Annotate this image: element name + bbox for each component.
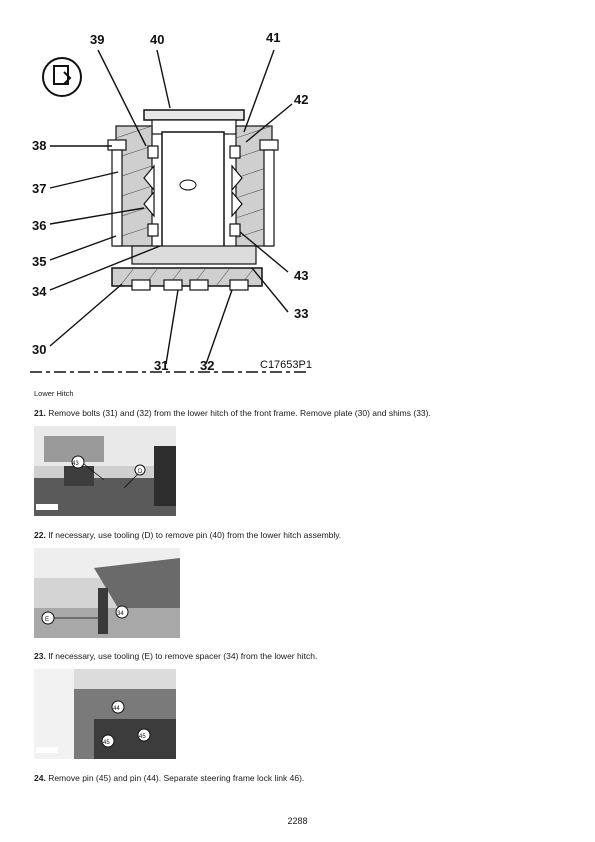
step-number: 22. — [34, 530, 46, 540]
callout-41: 41 — [266, 30, 281, 45]
callout-43: 43 — [294, 268, 309, 283]
step-text: Remove pin (45) and pin (44). Separate steering frame lock link 46). — [45, 773, 305, 783]
photo-label-d: D — [138, 469, 143, 475]
reference-symbol-icon — [43, 58, 81, 96]
callout-35: 35 — [32, 254, 47, 269]
photo-label-45a: 45 — [103, 740, 110, 746]
photo-label-43: 43 — [72, 461, 79, 467]
photo-label-e: E — [45, 617, 50, 623]
photo-step-22 — [34, 548, 180, 638]
lower-hitch-diagram — [20, 28, 320, 376]
photo-label-44: 44 — [113, 706, 120, 712]
callout-37: 37 — [32, 181, 47, 196]
photo-label-34: 34 — [117, 611, 124, 617]
photo-step-21 — [34, 426, 176, 516]
photo-label-45b: 45 — [139, 734, 146, 740]
callout-42: 42 — [294, 92, 309, 107]
step-text: Remove bolts (31) and (32) from the lower hitch of the front frame. Remove plate (30) and shims (33). — [45, 408, 431, 418]
callout-39: 39 — [90, 32, 105, 47]
callout-38: 38 — [32, 138, 47, 153]
step-text: If necessary, use tooling (E) to remove spacer (34) from the lower hitch. — [45, 651, 318, 661]
step-23 — [34, 651, 317, 662]
figure-code: C17653P1 — [260, 359, 312, 371]
lower-hitch-section-drawing — [20, 28, 320, 376]
callout-31: 31 — [154, 358, 169, 373]
step-number: 23. — [34, 651, 46, 661]
step-number: 21. — [34, 408, 46, 418]
step-21 — [34, 408, 431, 419]
callout-40: 40 — [150, 32, 165, 47]
photo-step-23 — [34, 669, 176, 759]
callout-34: 34 — [32, 284, 47, 299]
page-number: 2288 — [287, 816, 308, 826]
callout-30: 30 — [32, 342, 47, 357]
figure-caption: Lower Hitch — [34, 389, 74, 398]
callout-36: 36 — [32, 218, 47, 233]
step-22 — [34, 530, 341, 541]
step-24 — [34, 773, 304, 784]
callout-33: 33 — [294, 306, 309, 321]
callout-32: 32 — [200, 358, 215, 373]
step-number: 24. — [34, 773, 46, 783]
step-text: If necessary, use tooling (D) to remove pin (40) from the lower hitch assembly. — [45, 530, 342, 540]
